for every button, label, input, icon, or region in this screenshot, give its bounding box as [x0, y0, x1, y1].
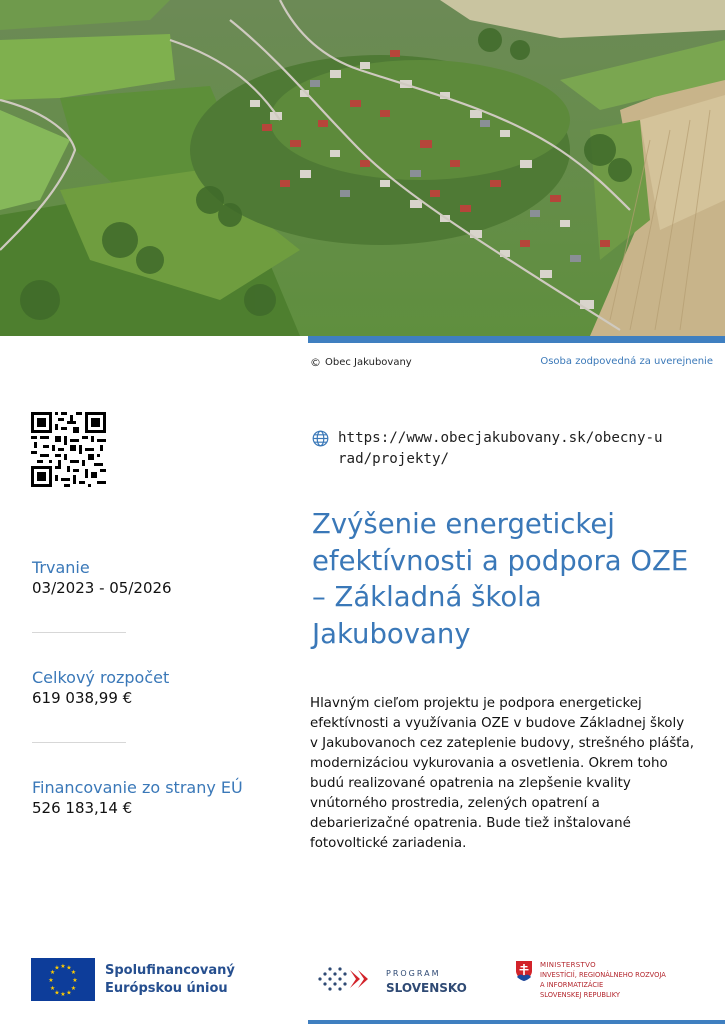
program-slovensko-logo [316, 964, 467, 998]
project-url-row [312, 428, 712, 470]
photo-credit-text: Obec Jakubovany [325, 357, 412, 368]
program-slovensko-logo-icon [316, 964, 378, 998]
eu-cofunding-logo [31, 958, 245, 1001]
program-slovensko-text [386, 966, 467, 996]
svg-text:★: ★ [66, 988, 72, 996]
svg-text:★: ★ [54, 988, 60, 996]
ministry-line: A INFORMATIZÁCIE [540, 981, 604, 989]
footer-accent-rule [308, 1020, 725, 1024]
slovak-coat-of-arms-icon [515, 960, 533, 986]
eu-cofunding-line1: Spolufinancovaný [105, 962, 235, 978]
svg-text:★: ★ [54, 964, 60, 972]
svg-text:★: ★ [49, 984, 56, 992]
divider [32, 632, 126, 633]
globe-icon [312, 430, 329, 447]
budget-value: 619 038,99 € [32, 689, 133, 707]
svg-text:★: ★ [70, 984, 77, 992]
hero-aerial-photo [0, 0, 725, 336]
project-description: Hlavným cieľom projektu je podpora energetickej efektívnosti a využívania OZE v budove Základnej školy v Jakubovanoch cez zateplenie budovy, strešného plášťa, modernizáciou vykurovania a osvetlenia. Okrem toho budú realizované opatrenia na zlepšenie kvality vnútorného prostredia, zelených opatrení a debarierizačné opatrenia. Bude tiež inštalované fotovoltické zariadenia. [310, 696, 695, 851]
svg-text:★: ★ [48, 976, 54, 984]
qr-code[interactable] [31, 412, 106, 487]
duration-label: Trvanie [32, 558, 90, 577]
ministry-line: SLOVENSKEJ REPUBLIKY [540, 991, 620, 999]
eu-flag-icon [31, 958, 95, 1001]
budget-block [32, 668, 169, 708]
eu-cofunding-line2: Európskou úniou [105, 980, 228, 996]
ministry-text [540, 960, 666, 1000]
svg-text:★: ★ [72, 976, 78, 984]
ministry-line: INVESTÍCIÍ, REGIONÁLNEHO ROZVOJA [540, 971, 666, 979]
eu-funding-value: 526 183,14 € [32, 799, 133, 817]
project-url-link[interactable]: https://www.obecjakubovany.sk/obecny-urad/projekty/ [338, 430, 663, 467]
ministry-title: MINISTERSTVO [540, 961, 596, 969]
project-title: Zvýšenie energetickej efektívnosti a podpora OZE – Základná škola Jakubovany [312, 508, 689, 650]
program-label-big: SLOVENSKO [386, 981, 467, 995]
copyright-icon: © [310, 356, 321, 369]
eu-cofunding-text [105, 962, 245, 998]
eu-funding-label: Financovanie zo strany EÚ [32, 778, 243, 797]
divider [32, 742, 126, 743]
duration-value: 03/2023 - 05/2026 [32, 579, 172, 597]
eu-funding-block [32, 778, 243, 818]
ministry-logo [515, 960, 666, 1000]
svg-text:★: ★ [60, 990, 66, 998]
svg-text:★: ★ [60, 962, 66, 970]
svg-text:★: ★ [49, 968, 56, 976]
svg-text:★: ★ [66, 964, 72, 972]
program-label-small: PROGRAM [386, 969, 441, 978]
hero-accent-rule [308, 336, 725, 343]
budget-label: Celkový rozpočet [32, 668, 170, 687]
svg-text:★: ★ [70, 968, 77, 976]
responsible-person-note: Osoba zodpovedná za uverejnenie [540, 356, 713, 367]
photo-credit [310, 356, 412, 369]
duration-block [32, 558, 172, 598]
